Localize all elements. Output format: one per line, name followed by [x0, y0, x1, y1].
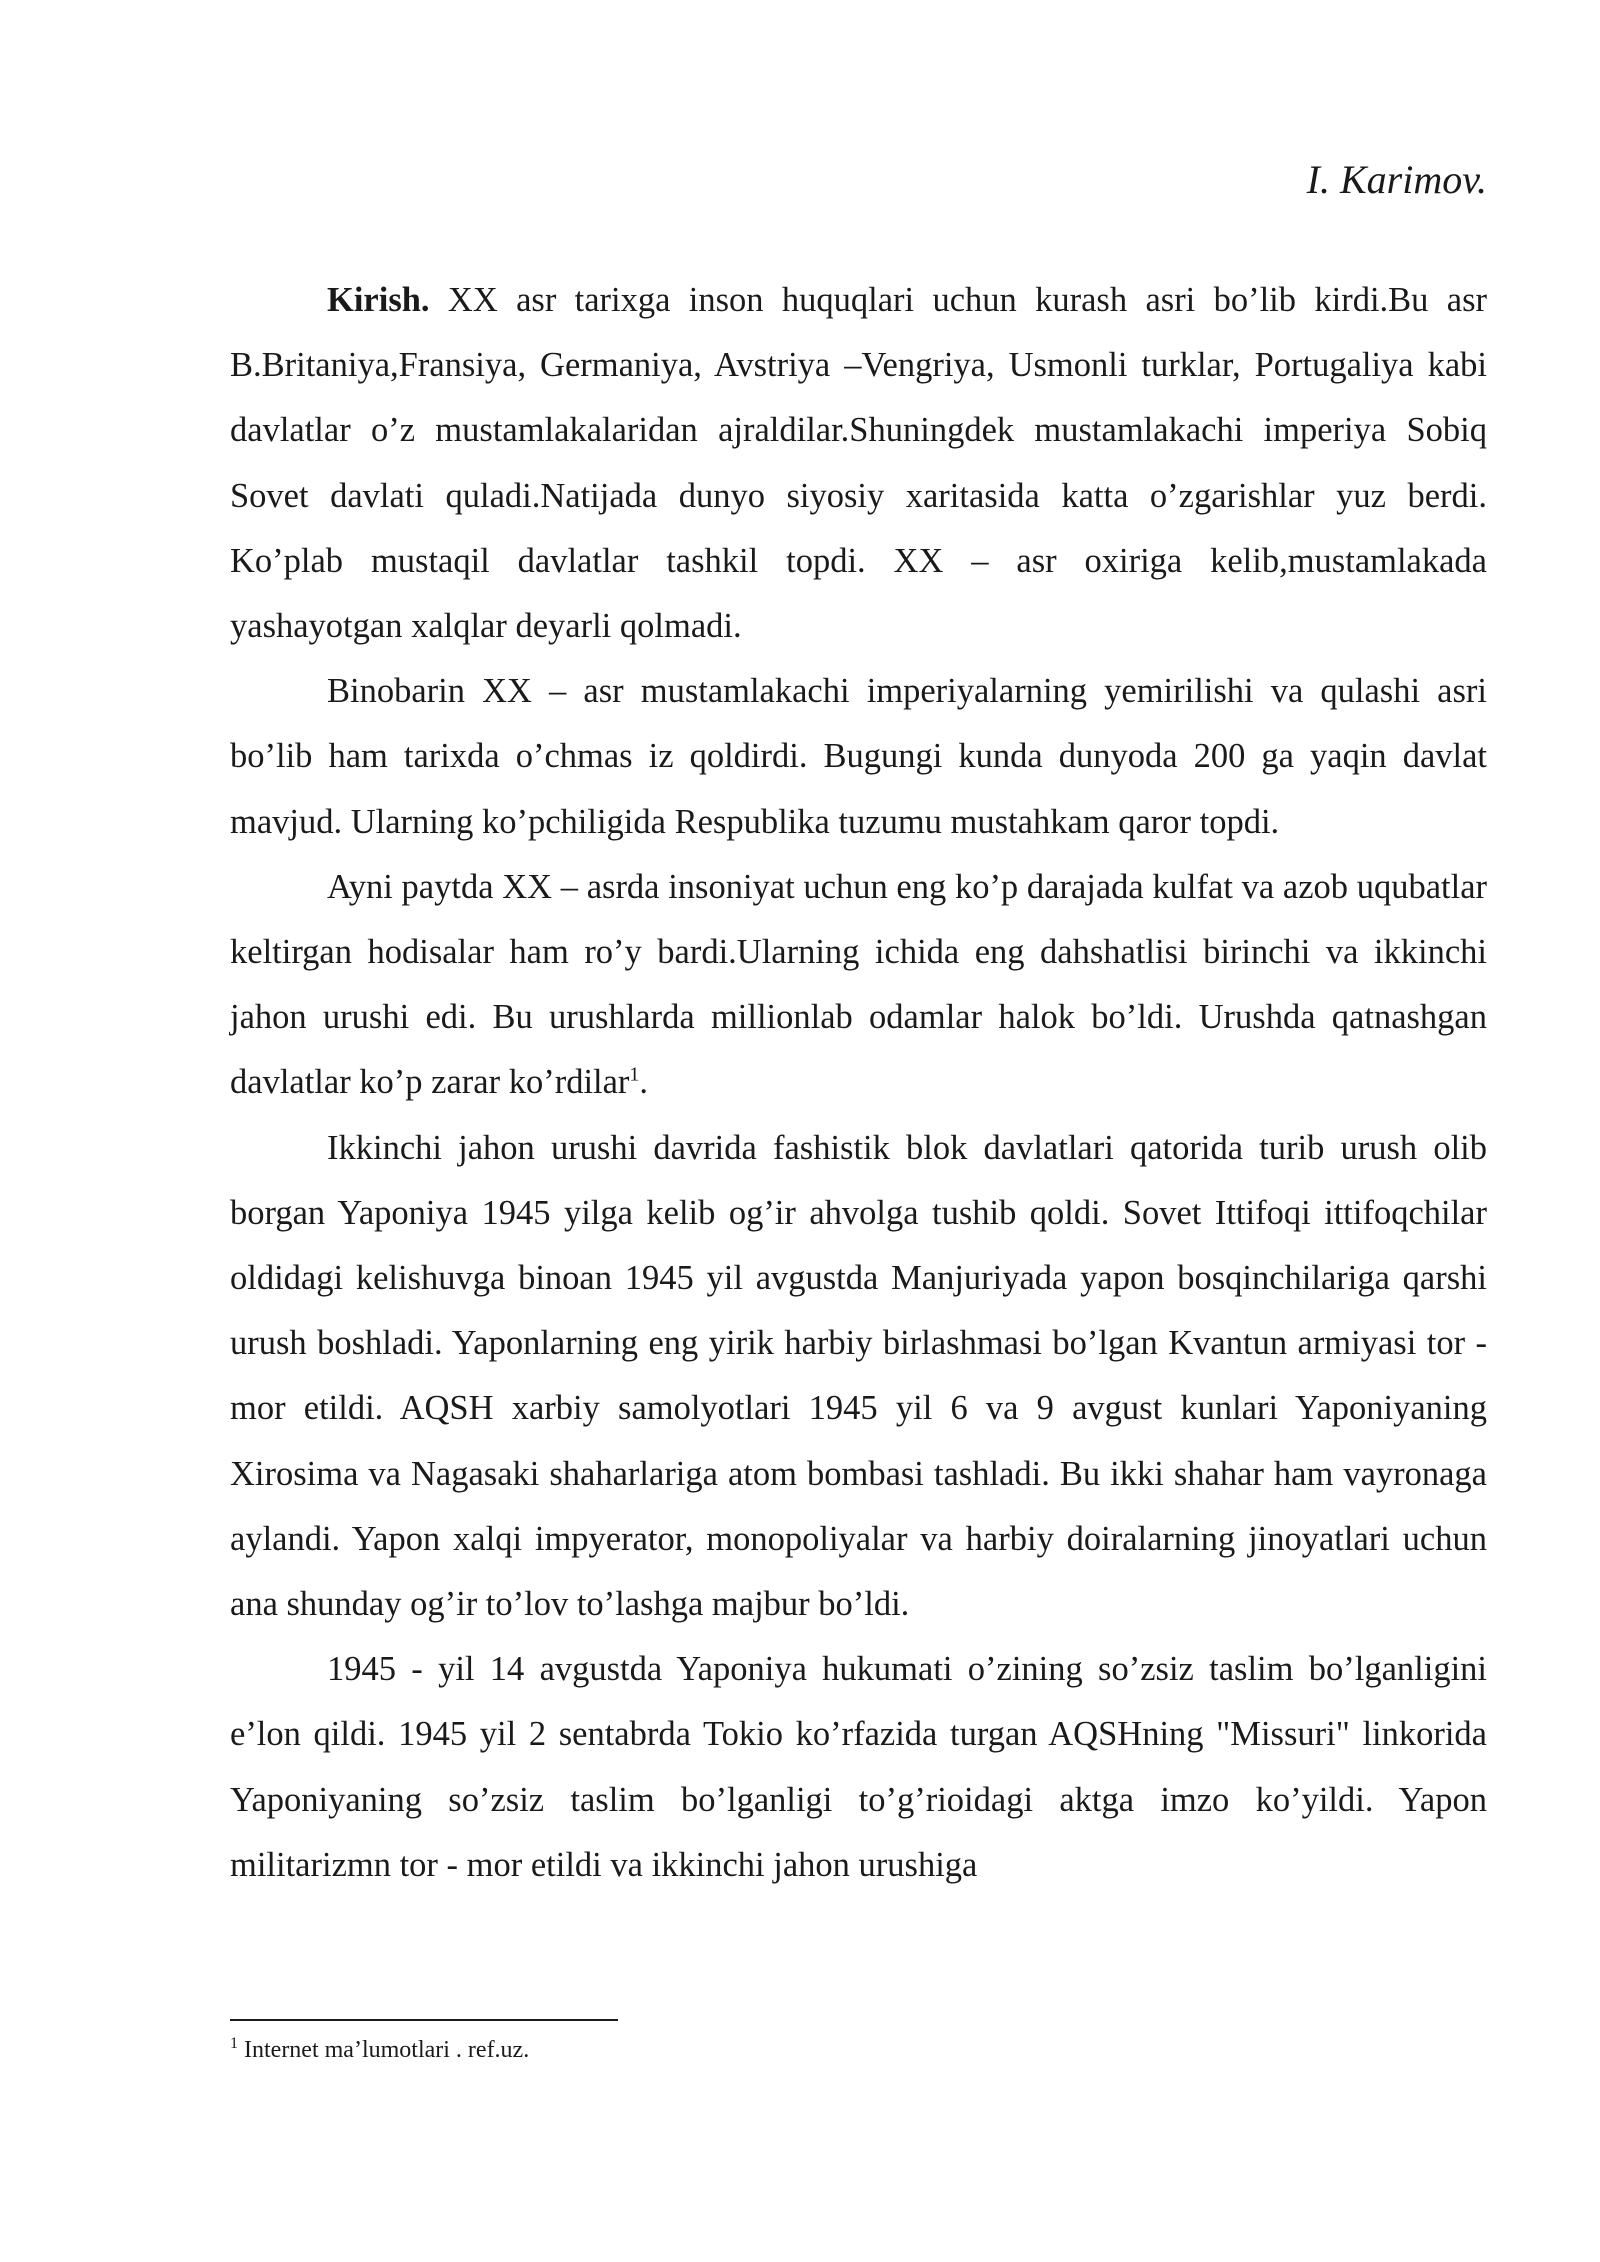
paragraph-2: Binobarin XX – asr mustamlakachi imperiyalarning yemirilishi va qulashi asri bo’lib ham tarixda o’chmas iz qoldirdi. Bugungi kunda dunyoda 200 ga yaqin davlat mavjud. Ularning ko’pchiligida Respublika tuzumu mustahkam qaror topdi.	[230, 672, 1487, 841]
footnote-text: Internet ma’lumotlari . ref.uz.	[238, 2037, 530, 2063]
paragraph-5: 1945 - yil 14 avgustda Yaponiya hukumati o’zining so’zsiz taslim bo’lganligini e’lon qildi. 1945 yil 2 sentabrda Tokio ko’rfazida turgan AQSHning "Missuri" linkorida Yaponiyaning so’zsiz taslim bo’lganligi to’g’rioidagi aktga imzo ko’yildi. Yapon militarizmn tor - mor etildi va ikkinchi jahon urushiga	[230, 1650, 1487, 1884]
footnote-reference[interactable]: 1	[629, 1063, 640, 1086]
paragraph-introduction	[230, 268, 1487, 659]
body-text	[230, 268, 1487, 1898]
paragraph-3-end: .	[639, 1063, 649, 1102]
footnote-marker: 1	[230, 2035, 238, 2052]
footnote-separator	[230, 2019, 618, 2021]
epigraph-author: I. Karimov.	[1306, 157, 1487, 202]
introduction-text: XX asr tarixga inson huquqlari uchun kurash asri bo’lib kirdi.Bu asr B.Britaniya,Fransiya, Germaniya, Avstriya –Vengriya, Usmonli turklar, Portugaliya kabi davlatlar o’z mustamlakalaridan ajraldilar.Shuningdek mustamlakachi imperiya Sobiq Sovet davlati quladi.Natijada dunyo siyosiy xaritasida katta o’zgarishlar yuz berdi. Ko’plab mustaqil davlatlar tashkil topdi. XX – asr oxiriga kelib,mustamlakada yashayotgan xalqlar deyarli qolmadi.	[230, 281, 1487, 646]
paragraph-3	[230, 855, 1487, 1116]
footnote	[230, 2032, 529, 2068]
introduction-heading: Kirish.	[327, 281, 430, 319]
paragraph-4: Ikkinchi jahon urushi davrida fashistik blok davlatlari qatorida turib urush olib borgan Yaponiya 1945 yilga kelib og’ir ahvolga tushib qoldi. Sovet Ittifoqi ittifoqchilar oldidagi kelishuvga binoan 1945 yil avgustda Manjuriyada yapon bosqinchilariga qarshi urush boshladi. Yaponlarning eng yirik harbiy birlashmasi bo’lgan Kvantun armiyasi tor - mor etildi. AQSH xarbiy samolyotlari 1945 yil 6 va 9 avgust kunlari Yaponiyaning Xirosima va Nagasaki shaharlariga atom bombasi tashladi. Bu ikki shahar ham vayronaga aylandi. Yapon xalqi impyerator, monopoliyalar va harbiy doiralarning jinoyatlari uchun ana shunday og’ir to’lov to’lashga majbur bo’ldi.	[230, 1128, 1487, 1624]
paragraph-3-text: Ayni paytda XX – asrda insoniyat uchun eng ko’p darajada kulfat va azob uqubatlar keltirgan hodisalar ham ro’y bardi.Ularning ichida eng dahshatlisi birinchi va ikkinchi jahon urushi edi. Bu urushlarda millionlab odamlar halok bo’ldi. Urushda qatnashgan davlatlar ko’p zarar ko’rdilar	[230, 867, 1487, 1102]
